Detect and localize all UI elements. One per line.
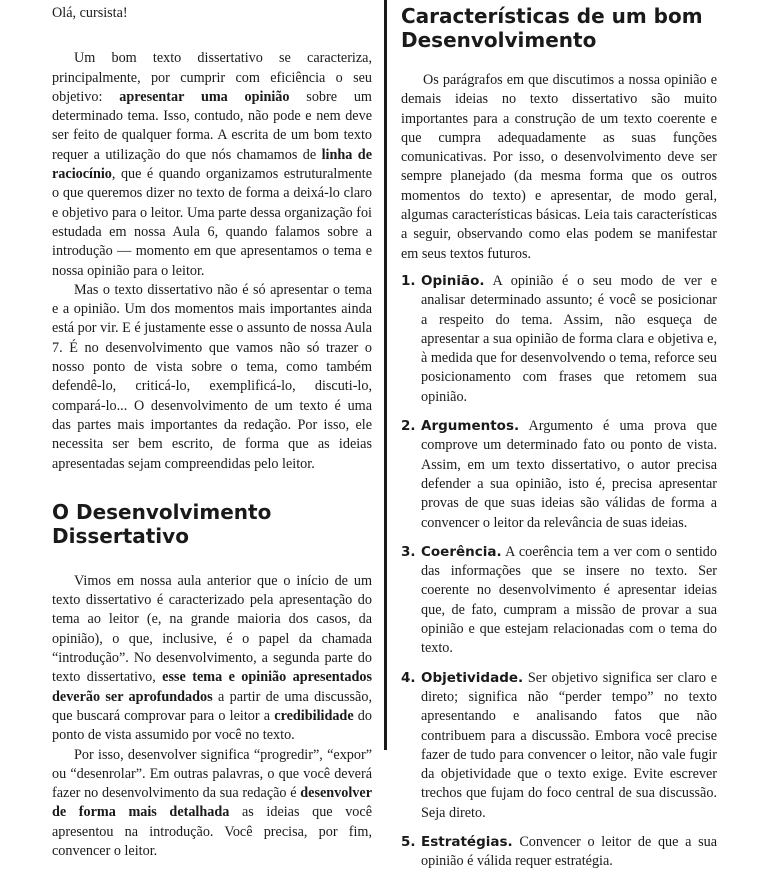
development-paragraph-1 — [52, 572, 372, 746]
intro-paragraph-1 — [52, 49, 372, 281]
characteristic-item — [401, 543, 717, 659]
characteristic-item — [401, 669, 717, 823]
text-run: Vimos em nossa aula anterior que o início de um texto dissertativo é caracterizado pela apresentação do tema ao leitor (e, na grande maioria dos casos, da opinião), o que, inclusive, é o papel da chamada “introdução”. No desenvolvimento, a segunda parte do texto dissertativo, — [52, 572, 372, 686]
item-number: 5. — [401, 833, 416, 850]
text-run: do ponto de vista assumido por você no texto. — [52, 707, 372, 744]
item-number: 1. — [401, 272, 416, 289]
column-divider — [384, 0, 387, 750]
emphasis-text: credibilidade — [274, 707, 354, 724]
heading-line-1: O Desenvolvimento — [52, 499, 272, 524]
item-description: Ser objetivo significa ser claro e direto; significa não “perder tempo” no texto apresentando e analisando fatos que não contribuem para a discussão. Embora você precise fazer de tudo para convencer o leitor, não vale fugir da objetividade que o texto exige. Evite escrever trechos que fujam do foco central de sua discussão. Seja direto. — [421, 669, 717, 821]
item-text — [421, 543, 717, 659]
item-label: Opinião. — [421, 272, 485, 289]
greeting: Olá, cursista! — [52, 5, 128, 21]
left-column — [52, 4, 372, 861]
item-description: A opinião é o seu modo de ver e analisar determinado assunto; é você se posicionar a respeito do tema. Assim, não esqueça de apresentar a sua opinião de forma clara e objetiva e, à medida que for desenvolvendo o tema, reforce seu posicionamento com frases que retomem sua opinião. — [421, 272, 717, 405]
emphasis-text: esse tema e opinião apresentados deverão ser aprofundados — [52, 669, 373, 705]
text-run: sobre um determinado tema. Isso, contudo, não pode e nem deve ser feito de qualquer forma. A escrita de um bom texto requer a utilização do que nós chamamos de — [52, 88, 372, 163]
item-number: 4. — [401, 669, 416, 686]
text-run: Um bom texto dissertativo se caracteriza, principalmente, por cumprir com eficiência o seu objetivo: — [52, 50, 372, 105]
item-description: Convencer o leitor de que a sua opinião é válida requer estratégia. — [421, 833, 717, 870]
item-description: A coerência tem a ver com o sentido das informações que se insere no texto. Ser coerente no desenvolvimento é apresentar ideias que, de fato, cumpram a missão de provar a sua opinião e que estejam relacionadas com o tema do texto. — [421, 543, 717, 657]
item-label: Objetividade. — [421, 669, 524, 686]
emphasis-text: apresentar uma opinião — [119, 88, 290, 105]
heading-line-1: Características de um bom — [401, 4, 703, 28]
item-text — [421, 669, 717, 823]
text-run: Por isso, desenvolver significa “progredir”, “expor” ou “desenrolar”. Em outras palavras, o que você deverá fazer no desenvolvimento da sua redação é — [52, 746, 372, 802]
item-label: Coerência. — [421, 543, 502, 560]
intro-paragraph-2: Mas o texto dissertativo não é só apresentar o tema e a opinião. Um dos momentos mais importantes ainda está por vir. E é justamente esse o assunto de nossa Aula 7. É no desenvolvimento que vamos não só trazer o nosso ponto de vista sobre o tema, como também defendê-lo, criticá-lo, exemplificá-lo, discuti-lo, compará-lo... O desenvolvimento de um texto é uma das partes mais importantes da redação. Por isso, ele necessita ser bem escrito, de forma que as ideias apresentadas sejam compreendidas pelo leitor. — [52, 281, 372, 472]
item-description: Argumento é uma prova que comprove um determinado fato ou ponto de vista. Assim, em um texto dissertativo, o autor precisa defender a sua opinião, isto é, precisa apresentar provas de que suas ideias são válidas de forma a convencer o leitor da relevância de suas ideias. — [421, 418, 717, 531]
emphasis-text: desenvolver de forma mais detalhada — [52, 785, 372, 821]
text-run: , que é quando organizamos estruturalmente o que queremos dizer no texto de forma a deixá-lo claro e objetivo para o leitor. Uma parte dessa organização foi estudada em nossa Aula 6, quando falamos sobre a introdução — momento em que apresentamos o tema e nossa opinião para o leitor. — [52, 166, 372, 279]
emphasis-text: linha de raciocínio — [52, 146, 372, 183]
item-number: 3. — [401, 543, 416, 560]
characteristic-item — [401, 833, 717, 872]
item-text — [421, 272, 717, 407]
item-text — [421, 417, 717, 533]
text-run: as ideias que você apresentou na introdução. Você precisa, por fim, convencer o leitor. — [52, 804, 372, 859]
section-heading-characteristics — [401, 4, 717, 52]
characteristics-intro: Os parágrafos em que discutimos a nossa opinião e demais ideias no texto dissertativo são muito importantes para a construção de um texto coerente e que cumpra adequadamente as suas funções comunicativas. Por isso, o desenvolvimento deve ser sempre planejado (da mesma forma que os outros momentos do texto) e apresentar, de modo geral, algumas características básicas. Leia tais características a seguir, observando como elas podem se manifestar em seus textos futuros. — [401, 72, 717, 262]
section-heading-development — [52, 500, 372, 548]
item-label: Argumentos. — [421, 418, 520, 435]
text-run: a partir de uma discussão, que buscará comprovar para o leitor a — [52, 688, 372, 724]
item-text — [421, 833, 717, 872]
item-number: 2. — [401, 418, 416, 435]
development-paragraph-2 — [52, 746, 372, 862]
heading-line-2: Desenvolvimento — [401, 28, 597, 52]
characteristics-list — [401, 272, 717, 872]
heading-line-2: Dissertativo — [52, 523, 189, 548]
characteristic-item — [401, 272, 717, 407]
item-label: Estratégias. — [421, 833, 513, 850]
characteristic-item — [401, 417, 717, 533]
